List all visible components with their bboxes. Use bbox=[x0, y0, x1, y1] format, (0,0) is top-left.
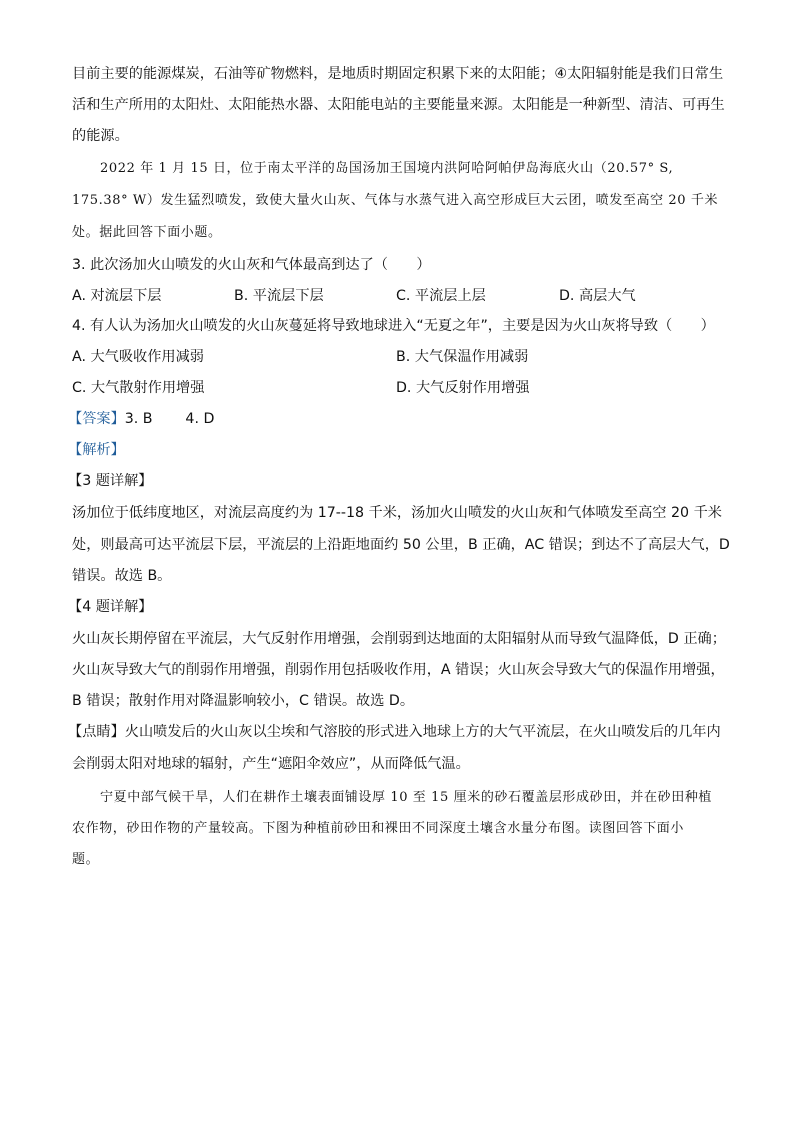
intro-line: 目前主要的能源煤炭，石油等矿物燃料，是地质时期固定积累下来的太阳能；④太阳辐射能是我们日常生 bbox=[72, 66, 724, 82]
detail-4-label: 【4 题详解】 bbox=[68, 599, 153, 615]
comment-label: 【点睛】 bbox=[68, 724, 125, 740]
detail-3-line: 处，则最高可达平流层下层，平流层的上沿距地面约 50 公里，B 正确，AC 错误；到达不了高层大气，D bbox=[72, 537, 730, 553]
q3-option-c: C. 平流层上层 bbox=[396, 288, 486, 304]
q4-option-d: D. 大气反射作用增强 bbox=[396, 380, 530, 396]
detail-3-line: 汤加位于低纬度地区，对流层高度约为 17--18 千米，汤加火山喷发的火山灰和气体喷发至高空 20 千米 bbox=[72, 505, 722, 521]
q4-option-b: B. 大气保温作用减弱 bbox=[396, 349, 529, 365]
analysis-label: 【解析】 bbox=[68, 442, 125, 458]
passage-line: 2022 年 1 月 15 日，位于南太平洋的岛国汤加王国境内洪阿哈阿帕伊岛海底火山（20.57° S, bbox=[100, 161, 674, 176]
q3-option-d: D. 高层大气 bbox=[559, 288, 636, 304]
detail-4-line: 火山灰长期停留在平流层，大气反射作用增强，会削弱到达地面的太阳辐射从而导致气温降低，D 正确； bbox=[72, 631, 726, 647]
comment-line: 会削弱太阳对地球的辐射，产生“遮阳伞效应”，从而降低气温。 bbox=[72, 756, 470, 772]
question-3-stem: 3. 此次汤加火山喷发的火山灰和气体最高到达了（ ） bbox=[72, 257, 431, 273]
analysis-line bbox=[68, 440, 125, 460]
intro-line: 活和生产所用的太阳灶、太阳能热水器、太阳能电站的主要能量来源。太阳能是一种新型、清洁、可再生 bbox=[72, 97, 725, 113]
passage-line: 题。 bbox=[72, 852, 100, 867]
passage-line: 宁夏中部气候干旱，人们在耕作土壤表面铺设厚 10 至 15 厘米的砂石覆盖层形成砂田，并在砂田种植 bbox=[100, 790, 713, 805]
intro-line: 的能源。 bbox=[72, 128, 129, 144]
comment-line bbox=[68, 722, 721, 742]
answer-label: 【答案】 bbox=[68, 411, 125, 427]
answer-line bbox=[68, 409, 214, 429]
q3-option-a: A. 对流层下层 bbox=[72, 288, 162, 304]
detail-4-line: 火山灰导致大气的削弱作用增强，削弱作用包括吸收作用，A 错误；火山灰会导致大气的保温作用增强， bbox=[72, 662, 725, 678]
passage-line: 处。据此回答下面小题。 bbox=[72, 225, 222, 240]
detail-3-line: 错误。故选 B。 bbox=[72, 568, 172, 584]
answer-value: 3. B 4. D bbox=[124, 411, 215, 427]
question-4-stem: 4. 有人认为汤加火山喷发的火山灰蔓延将导致地球进入“无夏之年”，主要是因为火山灰将导致（ ） bbox=[72, 318, 715, 334]
q4-option-c: C. 大气散射作用增强 bbox=[72, 380, 205, 396]
q3-option-b: B. 平流层下层 bbox=[234, 288, 324, 304]
comment-text: 火山喷发后的火山灰以尘埃和气溶胶的形式进入地球上方的大气平流层，在火山喷发后的几年内 bbox=[124, 724, 721, 740]
detail-3-label: 【3 题详解】 bbox=[68, 473, 153, 489]
passage-line: 农作物，砂田作物的产量较高。下图为种植前砂田和裸田不同深度土壤含水量分布图。读图回答下面小 bbox=[72, 821, 685, 836]
detail-4-line: B 错误；散射作用对降温影响较小，C 错误。故选 D。 bbox=[72, 693, 415, 709]
passage-line: 175.38° W）发生猛烈喷发，致使大量火山灰、气体与水蒸气进入高空形成巨大云团，喷发至高空 20 千米 bbox=[72, 193, 719, 208]
q4-option-a: A. 大气吸收作用减弱 bbox=[72, 349, 204, 365]
